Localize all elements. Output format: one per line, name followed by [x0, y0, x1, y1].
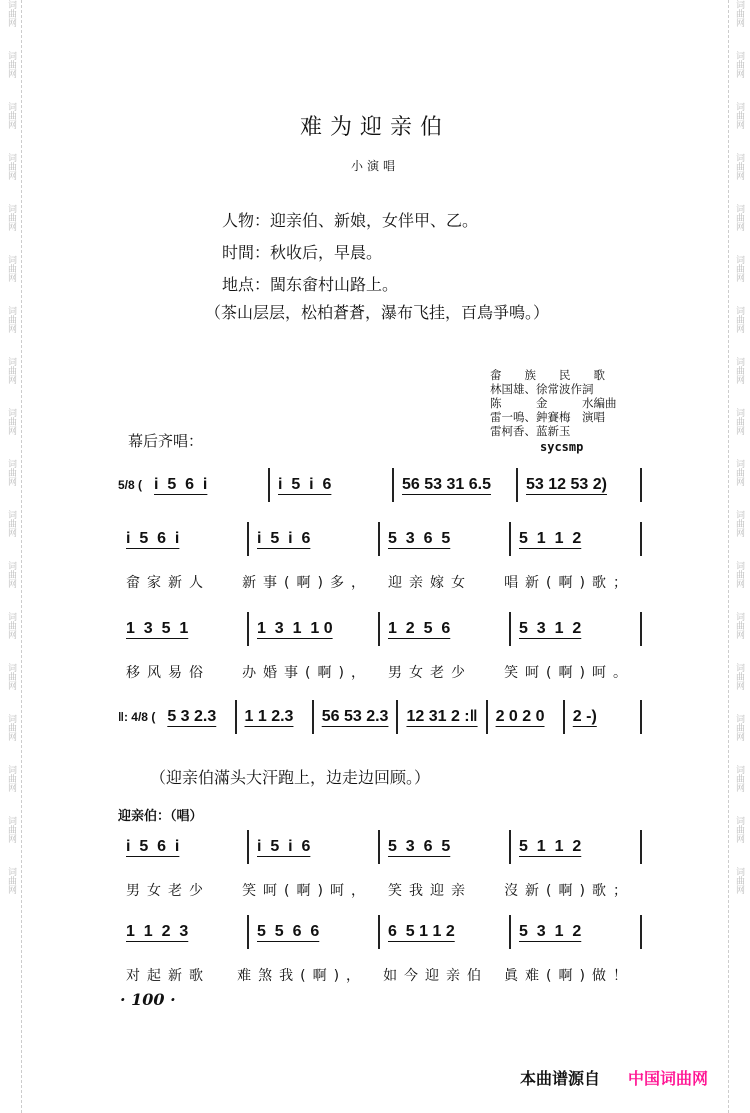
- measure: 12 31 2 :‖: [398, 700, 487, 734]
- lyric: 男女老少: [126, 883, 210, 899]
- lyric: 如今迎亲伯: [383, 968, 489, 984]
- watermark-text: 词曲网: [6, 102, 16, 129]
- time-line: 时間：秋收后，早晨。: [222, 243, 383, 262]
- measure: i 5 6 i: [146, 468, 270, 502]
- characters-line: 人物：迎亲伯、新娘，女伴甲、乙。: [222, 211, 479, 230]
- lyric: 新事(啊)多，: [242, 575, 372, 591]
- watermark-text: 词曲网: [6, 408, 16, 435]
- measure: i 5 i 6: [249, 522, 380, 556]
- measure: 53 12 53 2): [518, 468, 642, 502]
- watermark-text: 词曲网: [734, 306, 744, 333]
- score-line: [118, 700, 642, 734]
- measure: 2 -): [565, 700, 642, 734]
- watermark-text: 词曲网: [734, 0, 744, 27]
- page-number: · 100 ·: [120, 990, 176, 1009]
- watermark-text: 词曲网: [734, 612, 744, 639]
- watermark-text: 词曲网: [6, 561, 16, 588]
- watermark-text: 词曲网: [6, 816, 16, 843]
- watermark-text: 词曲网: [734, 765, 744, 792]
- measure: 56 53 31 6.5: [394, 468, 518, 502]
- credit-line: 雷一鳴、鈡賽梅 演唱: [490, 410, 605, 424]
- watermark-text: 词曲网: [734, 816, 744, 843]
- watermark-text: 词曲网: [6, 255, 16, 282]
- lyric: 畲家新人: [126, 575, 210, 591]
- source-label: 本曲谱源自: [520, 1069, 601, 1088]
- lyric: 迎亲嫁女: [388, 575, 472, 591]
- score-line: [118, 468, 642, 502]
- watermark-text: 词曲网: [734, 357, 744, 384]
- watermark-text: 词曲网: [734, 51, 744, 78]
- measure: 1 1 2.3: [237, 700, 314, 734]
- measure: i 5 i 6: [270, 468, 394, 502]
- watermark-text: 词曲网: [734, 459, 744, 486]
- measure: 5 3 6 5: [380, 830, 511, 864]
- measure: 1 3 1 1 0: [249, 612, 380, 646]
- measure: 1 2 5 6: [380, 612, 511, 646]
- lyric: 眞难(啊)做！: [504, 968, 634, 984]
- lyric: 沒新(啊)歌；: [504, 883, 634, 899]
- credit-line: 雷柯香、蓝新玉: [490, 424, 571, 438]
- watermark-text: 词曲网: [6, 765, 16, 792]
- watermark-text: 词曲网: [6, 714, 16, 741]
- watermark-text: 词曲网: [6, 459, 16, 486]
- watermark-text: 词曲网: [6, 612, 16, 639]
- measure: 1 1 2 3: [118, 915, 249, 949]
- site-link[interactable]: 中国词曲网: [628, 1069, 709, 1088]
- credit-line: 畲 族 民 歌: [490, 368, 605, 382]
- measure: 5 1 1 2: [511, 830, 642, 864]
- watermark-text: 词曲网: [6, 306, 16, 333]
- measure: 5 3 2.3: [159, 700, 236, 734]
- measure: 5 3 6 5: [380, 522, 511, 556]
- lyric: 移风易俗: [126, 665, 210, 681]
- measure: i 5 6 i: [118, 830, 249, 864]
- watermark-text: 词曲网: [734, 714, 744, 741]
- stage-direction: （迎亲伯滿头大汗跑上，边走边回顾。）: [150, 768, 431, 787]
- lyrics-line: [118, 572, 642, 592]
- measure: 2 0 2 0: [488, 700, 565, 734]
- song-title: 难为迎亲伯: [299, 115, 450, 140]
- watermark-text: 词曲网: [734, 408, 744, 435]
- lyric: 唱新(啊)歌；: [504, 575, 634, 591]
- watermark-text: 词曲网: [734, 153, 744, 180]
- watermark-text: 词曲网: [734, 204, 744, 231]
- measure: 6 5 1 1 2: [380, 915, 511, 949]
- watermark-text: 词曲网: [6, 204, 16, 231]
- time-signature: 5/8 (: [118, 478, 143, 492]
- lyric: 笑我迎亲: [388, 883, 472, 899]
- credit-line: 陈 金 水編曲: [490, 396, 617, 410]
- watermark-text: 词曲网: [6, 0, 16, 27]
- time-signature: ‖: 4/8 (: [118, 710, 156, 724]
- credits-block: [490, 368, 617, 438]
- scene-description: （茶山层层，松柏蒼蒼，瀑布飞挂，百鳥爭鳴。）: [205, 303, 550, 322]
- lyric: 笑呵(啊)呵。: [504, 665, 634, 681]
- lyrics-line: [118, 662, 642, 682]
- score-line: [118, 522, 642, 556]
- lyric: 男女老少: [388, 665, 472, 681]
- lyric: 对起新歌: [126, 968, 210, 984]
- measure: i 5 6 i: [118, 522, 249, 556]
- place-line: 地点：閩东畲村山路上。: [222, 275, 399, 294]
- lyric: 办婚事(啊)，: [242, 665, 372, 681]
- watermark-text: 词曲网: [734, 663, 744, 690]
- intro-label: 幕后齐唱：: [128, 432, 204, 450]
- measure: 5 1 1 2: [511, 522, 642, 556]
- lyric: 笑呵(啊)呵，: [242, 883, 372, 899]
- watermark-text: 词曲网: [734, 102, 744, 129]
- credits-mark: sycsmp: [540, 440, 584, 454]
- watermark-text: 词曲网: [734, 255, 744, 282]
- watermark-text: 词曲网: [734, 867, 744, 894]
- watermark-text: 词曲网: [6, 867, 16, 894]
- singer-label: 迎亲伯：（唱）: [118, 809, 203, 824]
- watermark-text: 词曲网: [734, 510, 744, 537]
- lyric: 难煞我(啊)，: [237, 968, 368, 984]
- measure: i 5 i 6: [249, 830, 380, 864]
- measure: 5 3 1 2: [511, 915, 642, 949]
- song-subtitle: 小演唱: [350, 159, 399, 173]
- watermark-text: 词曲网: [6, 153, 16, 180]
- lyrics-line: [118, 880, 642, 900]
- score-line: [118, 915, 642, 949]
- score-line: [118, 612, 642, 646]
- watermark-text: 词曲网: [6, 663, 16, 690]
- lyrics-line: [118, 965, 642, 985]
- watermark-text: 词曲网: [6, 510, 16, 537]
- measure: 5 5 6 6: [249, 915, 380, 949]
- watermark-text: 词曲网: [6, 51, 16, 78]
- credit-line: 林国雄、徐常波作詞: [490, 382, 594, 396]
- watermark-text: 词曲网: [6, 357, 16, 384]
- measure: 5 3 1 2: [511, 612, 642, 646]
- watermark-text: 词曲网: [734, 561, 744, 588]
- measure: 56 53 2.3: [314, 700, 399, 734]
- score-line: [118, 830, 642, 864]
- measure: 1 3 5 1: [118, 612, 249, 646]
